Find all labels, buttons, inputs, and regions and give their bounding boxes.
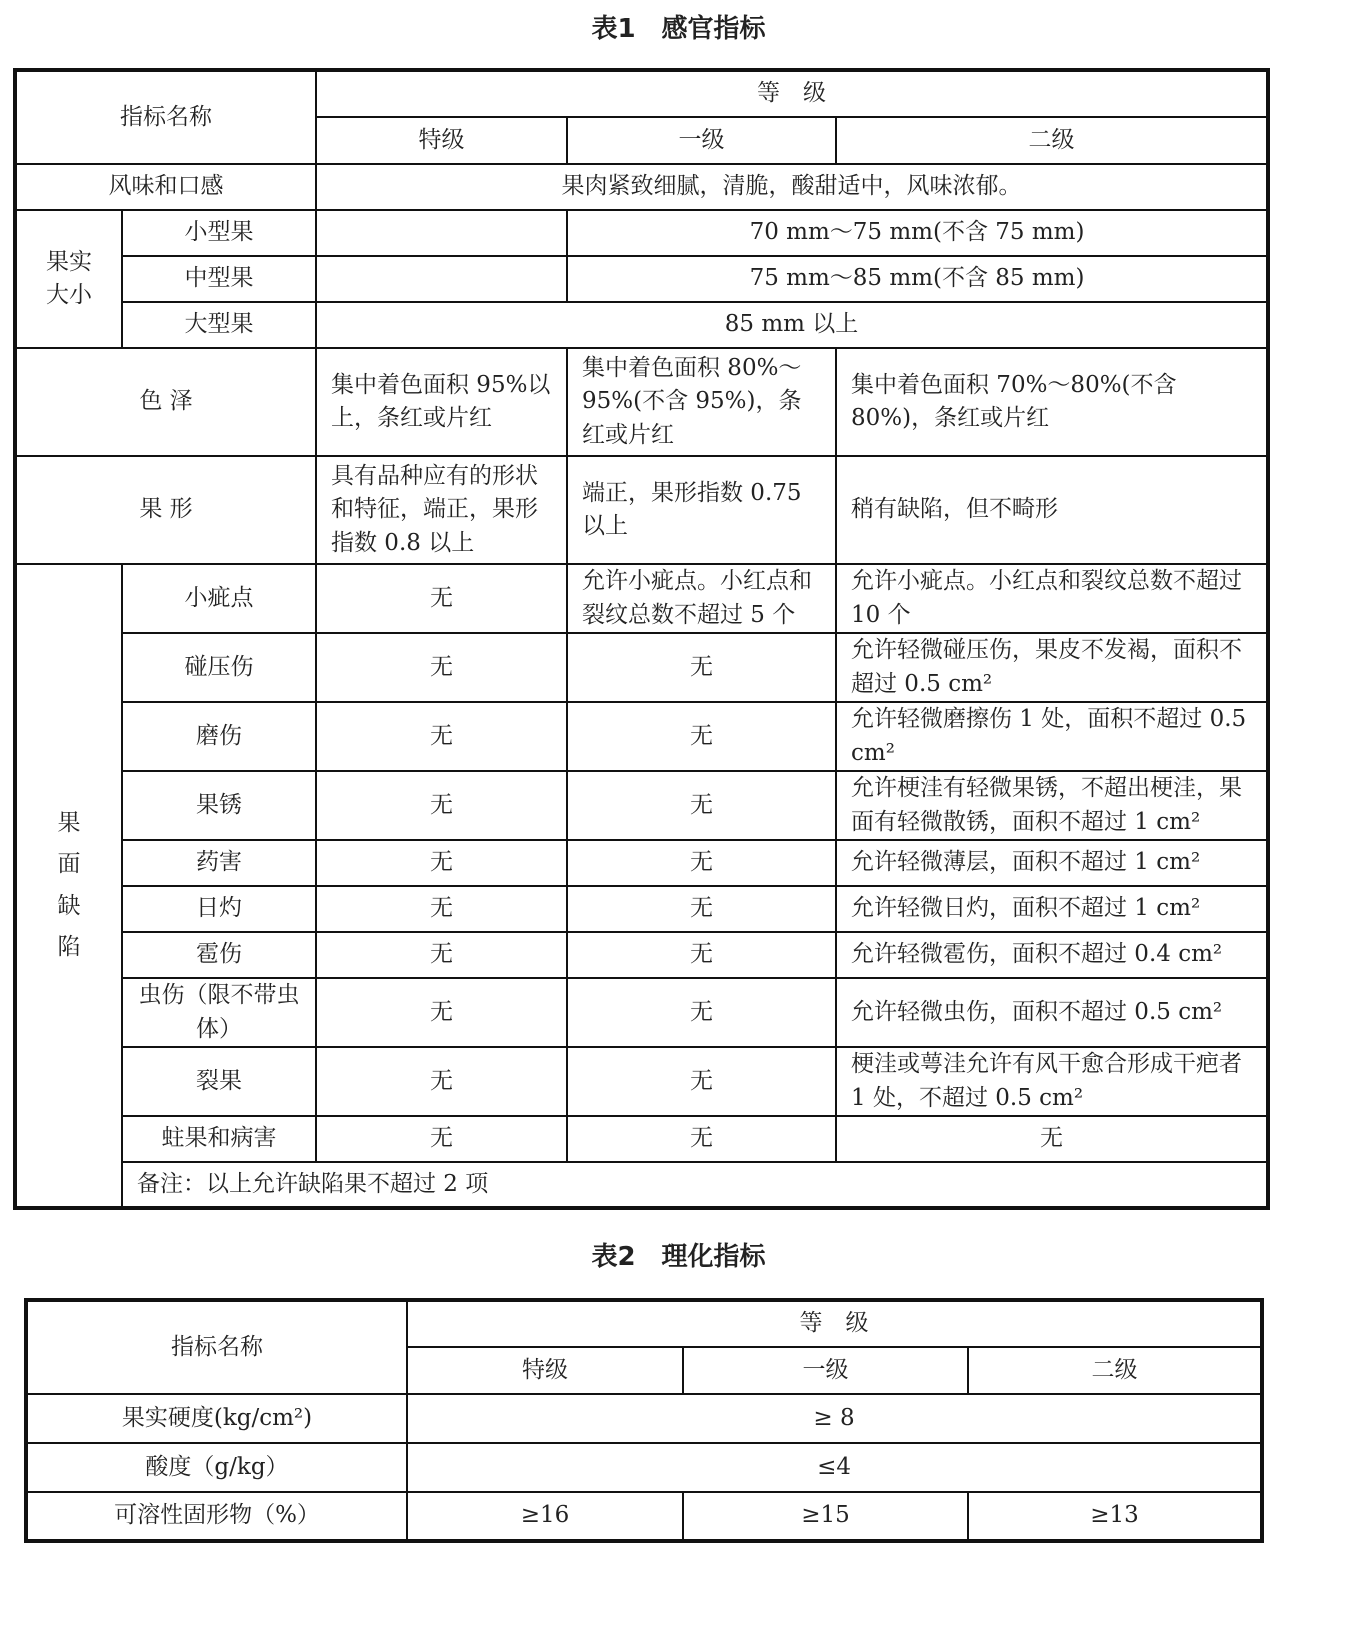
size-large-label: 大型果 [122,302,316,348]
defect-special: 无 [316,840,567,886]
defects-group-label: 果 面 缺 陷 [15,564,122,1208]
solids-special: ≥16 [407,1492,683,1541]
solids-label: 可溶性固形物（%） [26,1492,407,1541]
size-small-special [316,210,567,256]
defect-label: 碰压伤 [122,633,316,702]
defect-label: 药害 [122,840,316,886]
solids-second: ≥13 [968,1492,1262,1541]
defect-label: 磨伤 [122,702,316,771]
defect-special: 无 [316,932,567,978]
defect-first: 允许小疵点。小红点和裂纹总数不超过 5 个 [567,564,836,633]
defect-first: 无 [567,840,836,886]
defect-first: 无 [567,771,836,840]
shape-first: 端正，果形指数 0.75 以上 [567,456,836,564]
defect-label: 日灼 [122,886,316,932]
defect-second: 允许轻微薄层，面积不超过 1 cm² [836,840,1268,886]
defect-first: 无 [567,932,836,978]
t1-header-second: 二级 [836,117,1268,164]
size-medium-label: 中型果 [122,256,316,302]
defect-second: 允许梗洼有轻微果锈，不超出梗洼，果面有轻微散锈，面积不超过 1 cm² [836,771,1268,840]
t2-header-name: 指标名称 [26,1300,407,1394]
defect-second: 允许轻微碰压伤，果皮不发褐，面积不超过 0.5 cm² [836,633,1268,702]
defect-second: 允许轻微虫伤，面积不超过 0.5 cm² [836,978,1268,1047]
defect-label: 蛀果和病害 [122,1116,316,1162]
t2-header-second: 二级 [968,1347,1262,1394]
t2-header-first: 一级 [683,1347,968,1394]
defect-first: 无 [567,702,836,771]
table1-title: 表1 感官指标 [591,14,766,44]
color-special: 集中着色面积 95%以上，条红或片红 [316,348,567,456]
defect-first: 无 [567,1047,836,1116]
defect-first: 无 [567,978,836,1047]
defect-first: 无 [567,1116,836,1162]
defect-special: 无 [316,633,567,702]
defect-label: 裂果 [122,1047,316,1116]
color-label: 色 泽 [15,348,316,456]
size-medium-value: 75 mm～85 mm(不含 85 mm) [567,256,1268,302]
flavor-value: 果肉紧致细腻，清脆，酸甜适中，风味浓郁。 [316,164,1268,210]
defect-second: 允许小疵点。小红点和裂纹总数不超过 10 个 [836,564,1268,633]
sensory-index-table [13,68,1270,1210]
size-large-value: 85 mm 以上 [316,302,1268,348]
acidity-value: ≤4 [407,1443,1262,1492]
defect-special: 无 [316,1047,567,1116]
defect-second: 允许轻微日灼，面积不超过 1 cm² [836,886,1268,932]
table2-title: 表2 理化指标 [591,1242,766,1272]
color-second: 集中着色面积 70%～80%(不含 80%)，条红或片红 [836,348,1268,456]
color-first: 集中着色面积 80%～95%(不含 95%)，条红或片红 [567,348,836,456]
flavor-label: 风味和口感 [15,164,316,210]
defect-special: 无 [316,564,567,633]
hardness-label: 果实硬度(kg/cm²) [26,1394,407,1443]
solids-first: ≥15 [683,1492,968,1541]
defect-second: 允许轻微雹伤，面积不超过 0.4 cm² [836,932,1268,978]
defect-second: 梗洼或萼洼允许有风干愈合形成干疤者 1 处，不超过 0.5 cm² [836,1047,1268,1116]
defect-label: 虫伤（限不带虫体） [122,978,316,1047]
defect-label: 小疵点 [122,564,316,633]
size-small-label: 小型果 [122,210,316,256]
defect-special: 无 [316,702,567,771]
defect-special: 无 [316,771,567,840]
t1-header-special: 特级 [316,117,567,164]
defect-special: 无 [316,1116,567,1162]
acidity-label: 酸度（g/kg） [26,1443,407,1492]
t1-header-first: 一级 [567,117,836,164]
shape-second: 稍有缺陷，但不畸形 [836,456,1268,564]
defect-first: 无 [567,886,836,932]
size-small-value: 70 mm～75 mm(不含 75 mm) [567,210,1268,256]
shape-special: 具有品种应有的形状和特征，端正，果形指数 0.8 以上 [316,456,567,564]
defect-second: 无 [836,1116,1268,1162]
defect-first: 无 [567,633,836,702]
shape-label: 果 形 [15,456,316,564]
t1-header-grade: 等 级 [316,70,1268,117]
hardness-value: ≥ 8 [407,1394,1262,1443]
defect-label: 果锈 [122,771,316,840]
size-group-label: 果实大小 [15,210,122,348]
size-medium-special [316,256,567,302]
t2-header-grade: 等 级 [407,1300,1262,1347]
defects-note: 备注：以上允许缺陷果不超过 2 项 [122,1162,1268,1208]
defect-special: 无 [316,978,567,1047]
physicochemical-index-table [24,1298,1264,1543]
t2-header-special: 特级 [407,1347,683,1394]
t1-header-name: 指标名称 [15,70,316,164]
defect-special: 无 [316,886,567,932]
defect-label: 雹伤 [122,932,316,978]
defect-second: 允许轻微磨擦伤 1 处，面积不超过 0.5 cm² [836,702,1268,771]
